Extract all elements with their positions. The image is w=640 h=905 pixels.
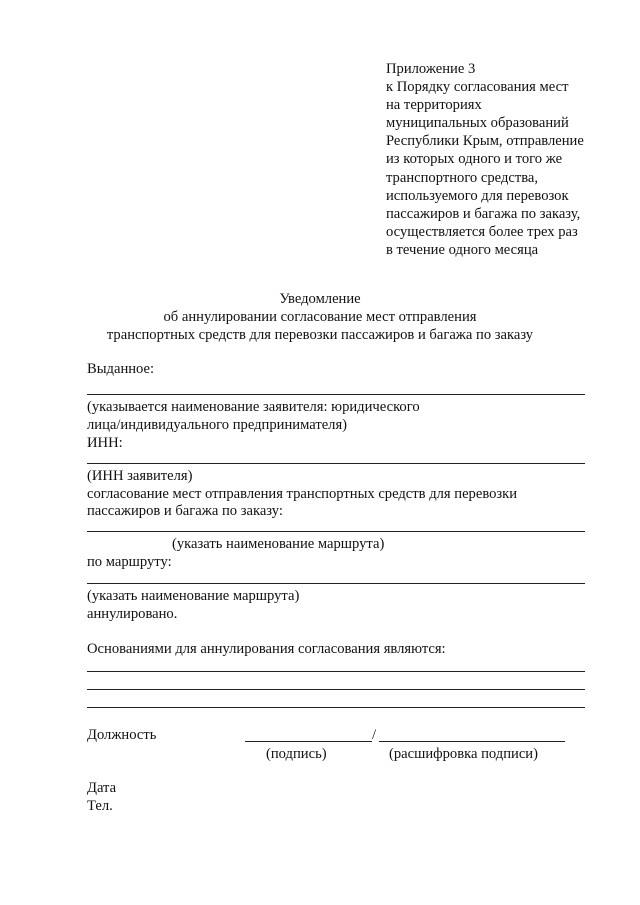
signature-slash: /	[372, 727, 377, 743]
issued-label: Выданное:	[87, 361, 155, 377]
approval-text-1: согласование мест отправления транспортных средств для перевозки	[87, 486, 518, 502]
applicant-hint-2: лица/индивидуального предпринимателя)	[87, 417, 348, 433]
appendix-block	[386, 60, 584, 259]
decoding-hint: (расшифровка подписи)	[389, 746, 538, 762]
appendix-line: к Порядку согласования мест	[386, 79, 569, 96]
route-field-line[interactable]	[87, 583, 585, 584]
cancelled-text: аннулировано.	[87, 606, 178, 622]
appendix-line: муниципальных образований	[386, 115, 569, 132]
document-subtitle-1: об аннулировании согласование мест отправления	[163, 309, 477, 325]
route-name-hint-2: (указать наименование маршрута)	[87, 588, 300, 604]
applicant-hint-1: (указывается наименование заявителя: юридического	[87, 399, 420, 415]
route-name-hint-1: (указать наименование маршрута)	[172, 536, 385, 552]
appendix-line: Приложение 3	[386, 61, 476, 77]
inn-label: ИНН:	[87, 435, 123, 451]
grounds-label: Основаниями для аннулирования согласования являются:	[87, 641, 446, 657]
approval-text-2: пассажиров и багажа по заказу:	[87, 503, 283, 519]
signature-hint: (подпись)	[266, 746, 327, 762]
appendix-line: используемого для перевозок	[386, 187, 569, 204]
inn-hint: (ИНН заявителя)	[87, 468, 193, 484]
grounds-field-line-2[interactable]	[87, 689, 585, 690]
document-title: Уведомление	[279, 291, 361, 307]
signature-field-line[interactable]	[245, 741, 372, 742]
appendix-line: пассажиров и багажа по заказу,	[386, 205, 581, 222]
inn-field-line[interactable]	[87, 463, 585, 464]
appendix-line: в течение одного месяца	[386, 241, 539, 258]
route-label: по маршруту:	[87, 554, 172, 570]
appendix-line: из которых одного и того же	[386, 151, 563, 168]
phone-label: Тел.	[87, 798, 113, 814]
applicant-field-line[interactable]	[87, 394, 585, 395]
document-subtitle-2: транспортных средств для перевозки пассажиров и багажа по заказу	[106, 327, 534, 343]
route-name-field-line[interactable]	[87, 531, 585, 532]
appendix-line: на территориях	[386, 97, 482, 114]
appendix-line: Республики Крым, отправление	[386, 133, 584, 150]
position-label: Должность	[87, 727, 157, 743]
appendix-line: осуществляется более трех раз	[386, 223, 578, 240]
decoding-field-line[interactable]	[379, 741, 565, 742]
grounds-field-line-3[interactable]	[87, 707, 585, 708]
grounds-field-line-1[interactable]	[87, 671, 585, 672]
date-label: Дата	[87, 780, 117, 796]
appendix-line: транспортного средства,	[386, 169, 539, 186]
